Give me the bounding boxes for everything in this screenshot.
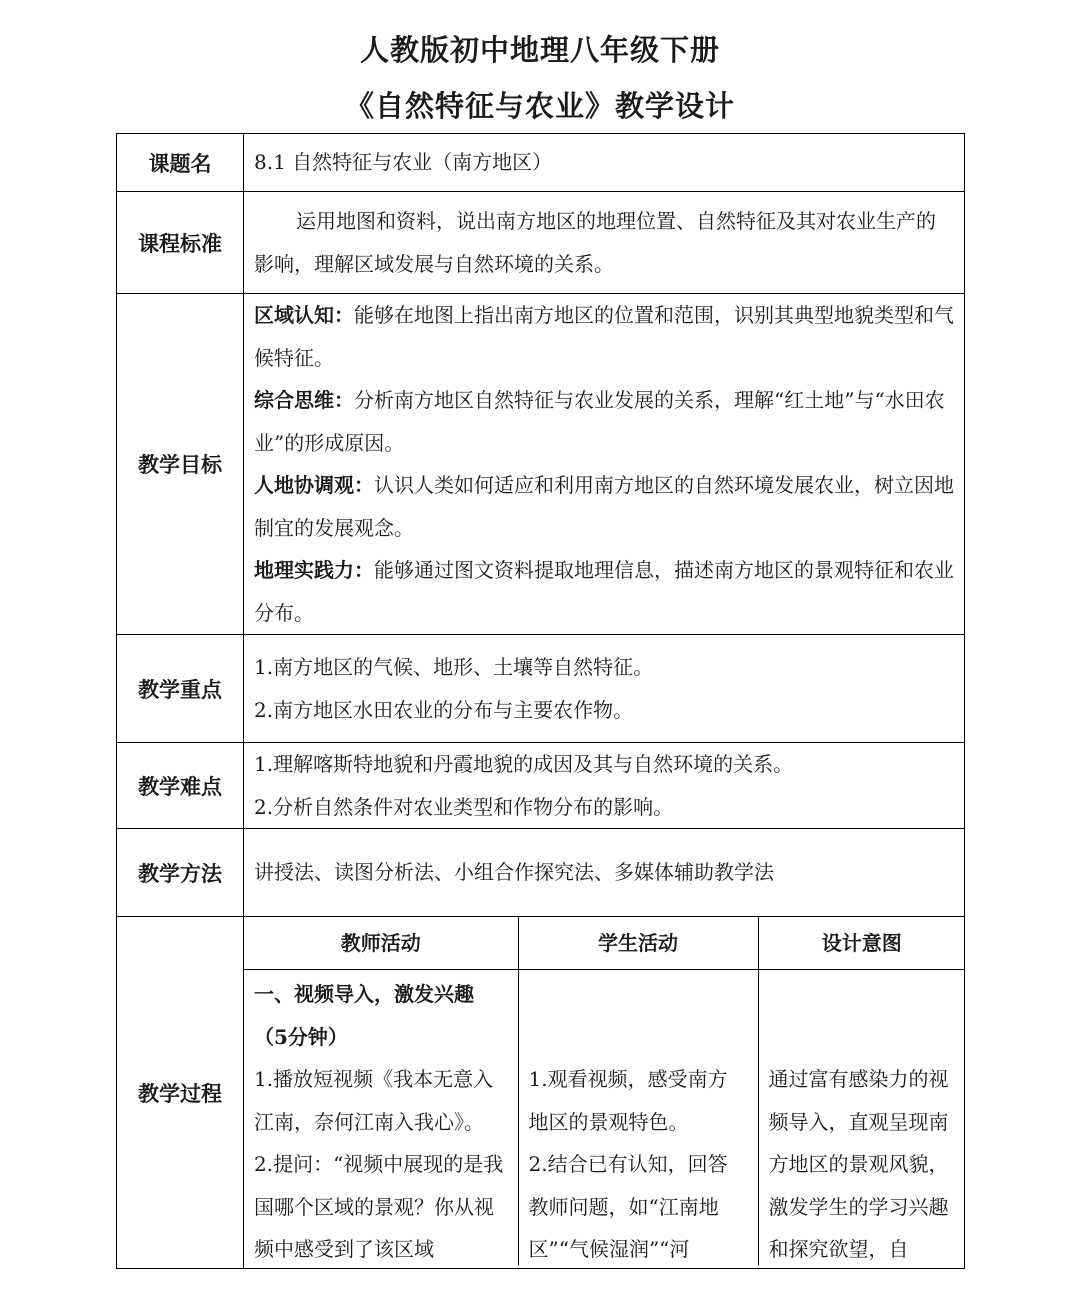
goal-text: 能够在地图上指出南方地区的位置和范围，识别其典型地貌类型和气候特征。 <box>254 303 954 370</box>
goal-text: 认识人类如何适应和利用南方地区的自然环境发展农业，树立因地制宜的发展观念。 <box>254 473 954 540</box>
key-point-item: 2.南方地区水田农业的分布与主要农作物。 <box>254 697 634 722</box>
lesson-plan-table <box>116 133 965 1269</box>
label-topic: 课题名 <box>117 134 244 192</box>
document-subtitle: 《自然特征与农业》教学设计 <box>344 89 735 123</box>
row-goals <box>117 294 965 635</box>
goal-item <box>254 294 954 379</box>
difficulty-item: 2.分析自然条件对农业类型和作物分布的影响。 <box>254 794 674 819</box>
label-goals: 教学目标 <box>117 294 244 635</box>
document-title: 人教版初中地理八年级下册 <box>359 33 720 67</box>
section-title: 一、视频导入，激发兴趣（5分钟） <box>254 982 474 1049</box>
goal-item <box>254 379 954 464</box>
row-topic <box>117 134 965 192</box>
label-process: 教学过程 <box>117 917 244 1269</box>
label-key-points: 教学重点 <box>117 635 244 743</box>
goal-item <box>254 549 954 634</box>
goal-head: 综合思维： <box>254 388 354 412</box>
goal-head: 人地协调观： <box>254 473 374 497</box>
process-table <box>244 917 965 1265</box>
header-student: 学生活动 <box>518 917 758 970</box>
key-point-item: 1.南方地区的气候、地形、土壤等自然特征。 <box>254 655 654 679</box>
teacher-activity: 1.播放短视频《我本无意入江南，奈何江南入我心》。 <box>254 1067 494 1134</box>
goal-head: 区域认知： <box>254 303 354 327</box>
difficulty-item: 1.理解喀斯特地貌和丹霞地貌的成因及其与自然环境的关系。 <box>254 752 794 776</box>
design-intent: 通过富有感染力的视频导入，直观呈现南方地区的景观风貌，激发学生的学习兴趣和探究欲望，自 <box>768 1067 949 1261</box>
goals-list <box>244 294 965 635</box>
value-topic: 8.1 自然特征与农业（南方地区） <box>244 134 965 192</box>
row-standard <box>117 192 965 294</box>
label-difficulties: 教学难点 <box>117 743 244 829</box>
label-standard: 课程标准 <box>117 192 244 294</box>
goal-text: 分析南方地区自然特征与农业发展的关系，理解“红土地”与“水田农业”的形成原因。 <box>254 388 945 455</box>
teacher-activity: 2.提问：“视频中展现的是我国哪个区域的景观？你从视频中感受到了该区域 <box>254 1152 504 1261</box>
header-intent: 设计意图 <box>758 917 965 970</box>
student-activity: 1.观看视频，感受南方地区的景观特色。 <box>528 1067 728 1134</box>
row-process <box>117 917 965 1269</box>
student-activity: 2.结合已有认知，回答教师问题，如“江南地区”“气候湿润”“河 <box>528 1152 728 1261</box>
row-methods <box>117 829 965 917</box>
goal-head: 地理实践力： <box>254 558 374 582</box>
goal-text: 能够通过图文资料提取地理信息，描述南方地区的景观特征和农业分布。 <box>254 558 954 625</box>
label-methods: 教学方法 <box>117 829 244 917</box>
row-difficulties <box>117 743 965 829</box>
header-teacher: 教师活动 <box>244 917 518 970</box>
goal-item <box>254 464 954 549</box>
value-methods: 讲授法、读图分析法、小组合作探究法、多媒体辅助教学法 <box>244 829 965 917</box>
value-standard: 运用地图和资料，说出南方地区的地理位置、自然特征及其对农业生产的影响，理解区域发展与自然环境的关系。 <box>254 209 936 276</box>
row-key-points <box>117 635 965 743</box>
